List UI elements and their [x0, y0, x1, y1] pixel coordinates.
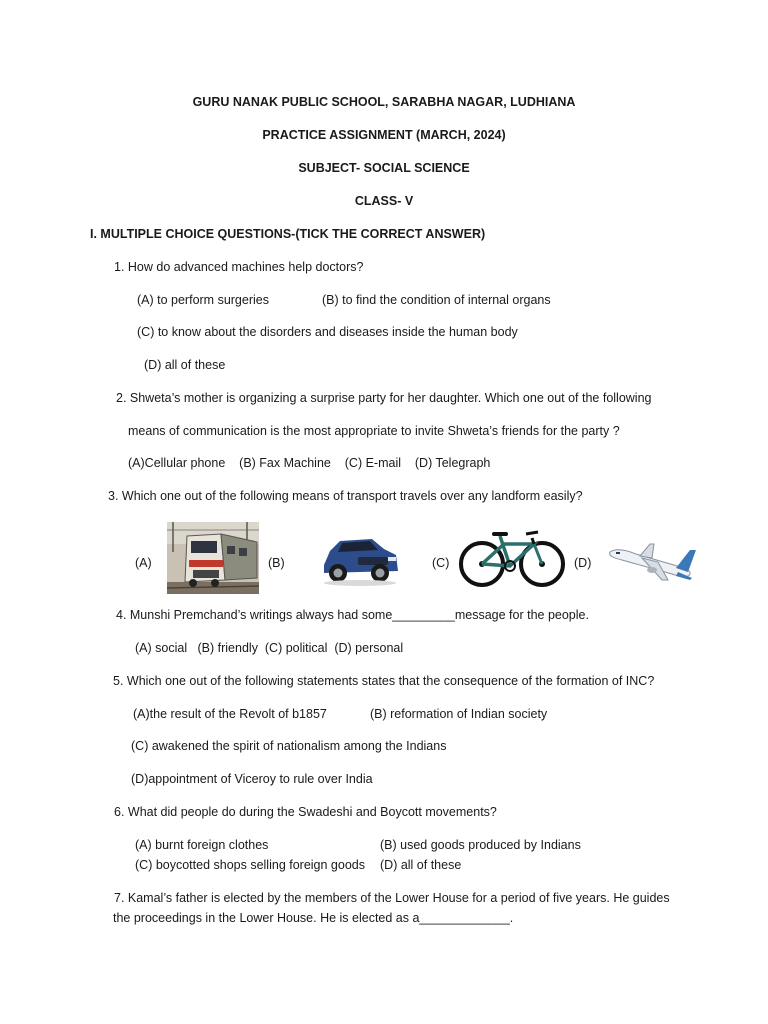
subject-title: SUBJECT- SOCIAL SCIENCE [298, 161, 470, 175]
question-6: 6. What did people do during the Swadeshi and Boycott movements? [114, 805, 497, 819]
car-icon [318, 531, 402, 587]
q5-option-b: (B) reformation of Indian society [370, 707, 548, 721]
section-heading: I. MULTIPLE CHOICE QUESTIONS-(TICK THE CORRECT ANSWER) [90, 227, 486, 241]
q6-option-d: (D) all of these [380, 858, 462, 872]
q4-options: (A) social (B) friendly (C) political (D) personal [135, 641, 404, 655]
question-2-line-2: means of communication is the most appropriate to invite Shweta’s friends for the party ? [128, 424, 620, 438]
question-1: 1. How do advanced machines help doctors? [114, 260, 364, 274]
q6-option-c: (C) boycotted shops selling foreign goods [135, 858, 365, 872]
q6-option-a: (A) burnt foreign clothes [135, 838, 269, 852]
q1-option-d: (D) all of these [144, 358, 226, 372]
q1-option-a: (A) to perform surgeries [137, 293, 269, 307]
question-5: 5. Which one out of the following statements states that the consequence of the formation of INC? [113, 674, 655, 688]
question-7-line-2: the proceedings in the Lower House. He is elected as a_____________. [113, 911, 514, 925]
q2-options: (A)Cellular phone (B) Fax Machine (C) E-mail (D) Telegraph [128, 456, 491, 470]
q1-option-b: (B) to find the condition of internal organs [322, 293, 551, 307]
bicycle-icon [458, 524, 566, 590]
q5-option-a: (A)the result of the Revolt of b1857 [133, 707, 327, 721]
question-3: 3. Which one out of the following means of transport travels over any landform easily? [108, 489, 583, 503]
q3-label-a: (A) [135, 556, 152, 570]
question-2-line-1: 2. Shweta’s mother is organizing a surprise party for her daughter. Which one out of the following [116, 391, 652, 405]
q3-label-d: (D) [574, 556, 592, 570]
school-name: GURU NANAK PUBLIC SCHOOL, SARABHA NAGAR, LUDHIANA [192, 95, 576, 109]
airplane-icon [606, 538, 698, 584]
q3-label-b: (B) [268, 556, 285, 570]
q5-option-c: (C) awakened the spirit of nationalism among the Indians [131, 739, 447, 753]
train-icon [167, 522, 259, 594]
class-title: CLASS- V [354, 194, 414, 208]
question-4: 4. Munshi Premchand’s writings always had some_________message for the people. [116, 608, 589, 622]
assignment-title: PRACTICE ASSIGNMENT (MARCH, 2024) [262, 128, 506, 142]
q5-option-d: (D)appointment of Viceroy to rule over India [131, 772, 373, 786]
q1-option-c: (C) to know about the disorders and diseases inside the human body [137, 325, 518, 339]
q6-option-b: (B) used goods produced by Indians [380, 838, 581, 852]
q3-label-c: (C) [432, 556, 450, 570]
question-7-line-1: 7. Kamal’s father is elected by the members of the Lower House for a period of five years. He guides [114, 891, 670, 905]
